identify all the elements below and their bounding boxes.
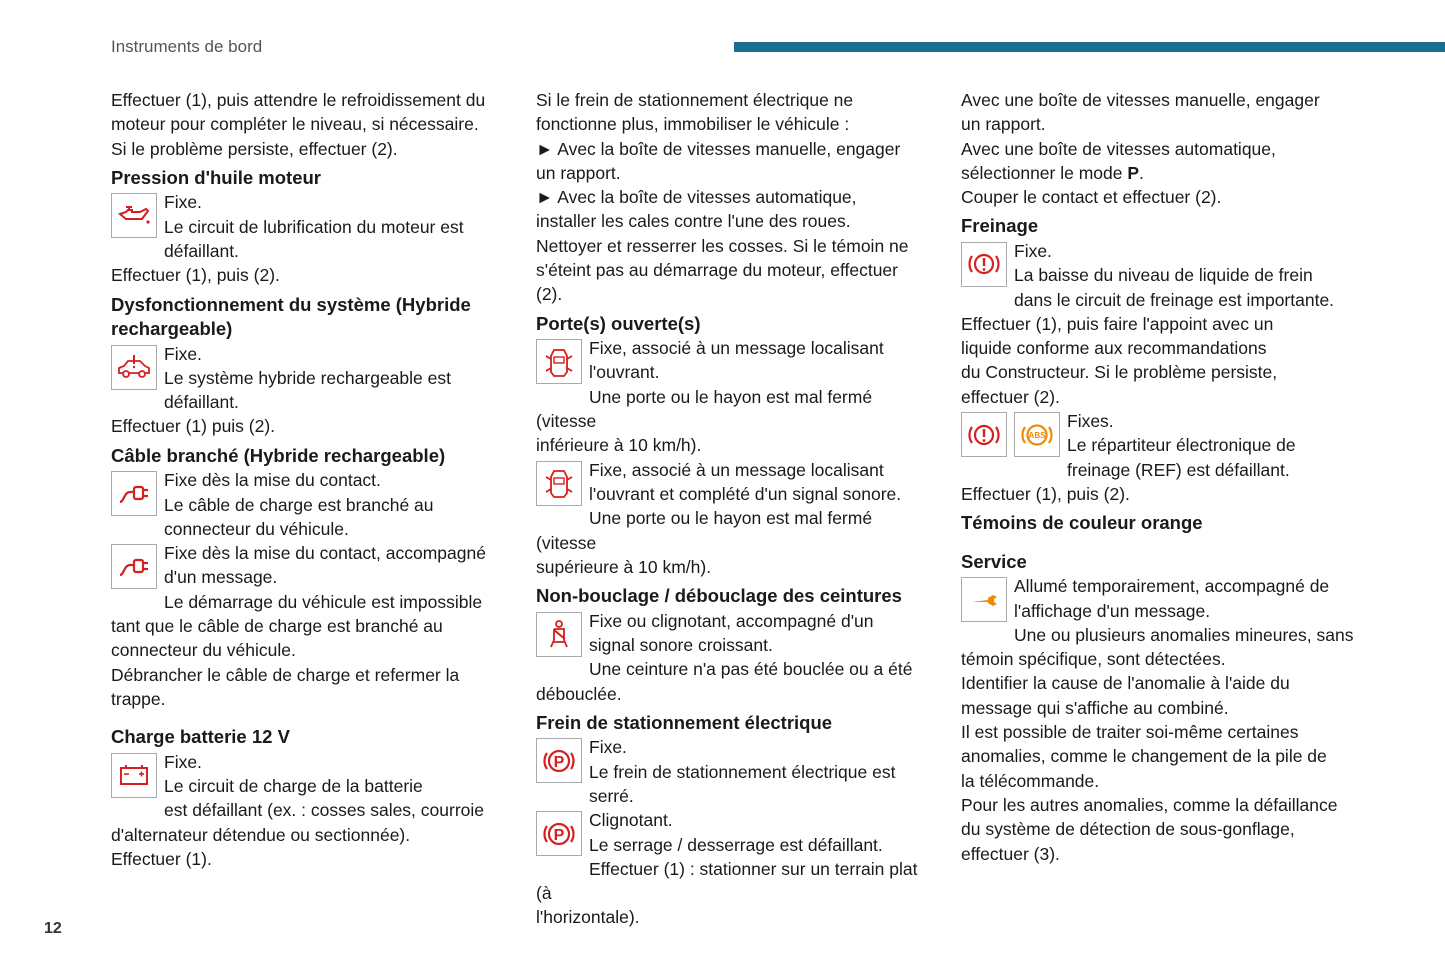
header-accent-bar <box>734 42 1445 52</box>
brake-warning-icon <box>961 412 1007 457</box>
charging-cable-icon <box>111 471 157 516</box>
page-number: 12 <box>44 920 62 937</box>
abs-warning-icon <box>1014 412 1060 457</box>
column-1: Effectuer (1), puis attendre le refroidissement du moteur pour compléter le niveau, si nécessaire. Si le problème persiste, effectuer (2). Pression d'huile moteur Fixe. Le circuit de lubrification du moteur est défaillant. Effectuer (1), puis (2). Dysfonctionnement du système (Hybride rechargeable) Fixe. Le système hybride rechargeable est défaillant. Effectuer (1) puis (2). Câble branché (Hybride rechargeable) Fixe dès la mise du contact. Le câble de charge est branché au connecteur du véhicule. Fixe dès la mise du contact, accompagné d'un message. Le démarrage du véhicule est impossible tant que le câble de charge est branché au connecteur du véhicule. Débrancher le câble de charge et refermer la trappe. Charge batterie 12 V Fixe. Le circuit de charge de la batterie est défaillant (ex. : cosses sales, courroie d'alternateur détendue ou sectionnée). Effectuer (1). <box>111 88 511 871</box>
intro-text: Si le frein de stationnement électrique ne fonctionne plus, immobiliser le véhicule : ► Avec la boîte de vitesses manuelle, engager un rapport. ► Avec la boîte de vitesses automatique, installer les cales contre l'une des roues. Nettoyer et resserrer les cosses. Si le témoin ne s'éteint pas au démarrage du moteur, effectuer (2). <box>536 90 909 305</box>
section-title-seat-belt: Non-bouclage / débouclage des ceintures <box>536 585 902 607</box>
running-header: Instruments de bord <box>111 37 263 56</box>
section-title-hybrid-malfunction: Dysfonctionnement du système (Hybride rechargeable) <box>111 293 471 340</box>
intro-text: Avec une boîte de vitesses manuelle, engager un rapport. Avec une boîte de vitesses automatique, sélectionner le mode P. Couper le contact et effectuer (2). <box>961 90 1320 208</box>
door-open-icon <box>536 339 582 384</box>
parking-brake-icon <box>536 738 582 783</box>
section-title-service: Service <box>961 550 1027 572</box>
section-title-doors-open: Porte(s) ouverte(s) <box>536 312 701 334</box>
svg-text:ABS: ABS <box>1028 430 1046 440</box>
wrench-icon <box>961 577 1007 622</box>
section-title-battery-charge: Charge batterie 12 V <box>111 726 290 748</box>
hybrid-system-warning-icon <box>111 345 157 390</box>
charging-cable-icon <box>111 544 157 589</box>
brake-warning-icon <box>961 242 1007 287</box>
column-3: Avec une boîte de vitesses manuelle, engager un rapport. Avec une boîte de vitesses automatique, sélectionner le mode P. Couper le contact et effectuer (2). Freinage Fixe. La baisse du niveau de liquide de frein dans le circuit de freinage est importante. Effectuer (1), puis faire l'appoint avec un liquide conforme aux recommandations du Constructeur. Si le problème persiste, effectuer (2). ABS Fixes. Le répartiteur électronique de freinage (REF) est défaillant. Effectuer (1), puis (2). Témoins de couleur orange Service Allumé temporairement, accompagné de l'affichage d'un message. Une ou plusieurs anomalies mineures, sans témoin spécifique, sont détectées. Identifier la cause de l'anomalie à l'aide du message qui s'affiche au combiné. Il est possible de traiter soi-même certaines anomalies, comme le changement de la pile de la télécommande. Pour les autres anomalies, comme la défaillance du système de détection de sous-gonflage, effectuer (3). <box>961 88 1361 866</box>
section-title-cable-connected: Câble branché (Hybride rechargeable) <box>111 444 446 466</box>
section-title-braking: Freinage <box>961 215 1039 237</box>
column-2: Si le frein de stationnement électrique ne fonctionne plus, immobiliser le véhicule : ► Avec la boîte de vitesses manuelle, engager un rapport. ► Avec la boîte de vitesses automatique, installer les cales contre l'une des roues. Nettoyer et resserrer les cosses. Si le témoin ne s'éteint pas au démarrage du moteur, effectuer (2). Porte(s) ouverte(s) Fixe, associé à un message localisant l'ouvrant. Une porte ou le hayon est mal fermé (vitesse inférieure à 10 km/h). Fixe, associé à un message localisant l'ouvrant et complété d'un signal sonore. Une porte ou le hayon est mal fermé (vitesse supérieure à 10 km/h). Non-bouclage / débouclage des ceintures Fixe ou clignotant, accompagné d'un signal sonore croissant. Une ceinture n'a pas été bouclée ou a été débouclée. Frein de stationnement électrique P Fixe. Le frein de stationnement électrique est serré. P Clignotant. Le serrage / desserrage est défaillant. Effectuer (1) : stationner sur un terrain plat (à l'horizontale). <box>536 88 931 930</box>
intro-text: Effectuer (1), puis attendre le refroidissement du moteur pour compléter le niveau, si nécessaire. Si le problème persiste, effectuer (2). <box>111 90 486 159</box>
oil-pressure-warning-icon <box>111 193 157 238</box>
section-title-oil-pressure: Pression d'huile moteur <box>111 166 321 188</box>
parking-brake-icon <box>536 811 582 856</box>
battery-icon <box>111 753 157 798</box>
svg-text:P: P <box>553 826 565 844</box>
section-title-parking-brake: Frein de stationnement électrique <box>536 711 833 733</box>
svg-text:P: P <box>553 753 565 771</box>
door-open-icon <box>536 461 582 506</box>
section-title-orange-lights: Témoins de couleur orange <box>961 512 1203 534</box>
seat-belt-icon <box>536 612 582 657</box>
